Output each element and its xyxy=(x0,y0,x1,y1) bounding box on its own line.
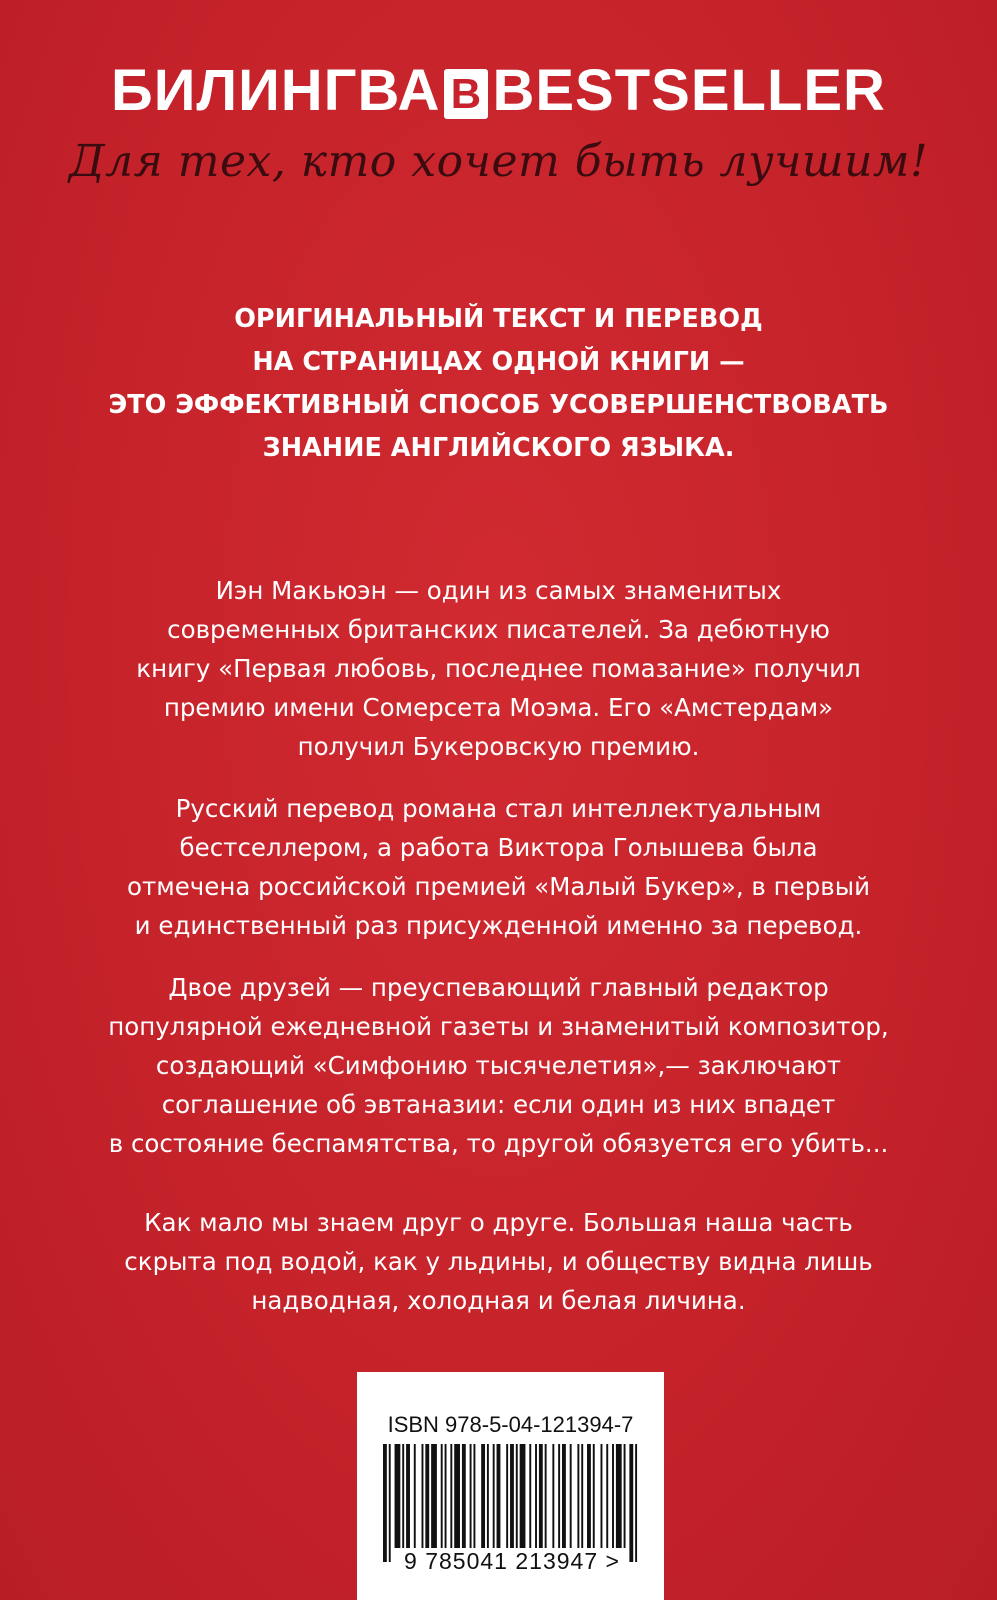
barcode-bar xyxy=(383,1444,387,1562)
barcode-bar xyxy=(487,1444,489,1548)
barcode-bar xyxy=(520,1444,526,1548)
barcode-bar xyxy=(431,1444,437,1548)
barcode-bar xyxy=(601,1444,603,1548)
barcode-bar xyxy=(593,1444,595,1548)
barcode-bar xyxy=(395,1444,401,1548)
paragraph-author xyxy=(40,571,957,766)
barcode-panel xyxy=(357,1372,664,1600)
barcode-bar xyxy=(616,1444,622,1548)
barcode-bar xyxy=(450,1444,452,1548)
barcode-bar xyxy=(629,1444,633,1562)
barcode-bar xyxy=(470,1444,472,1548)
barcode-bar xyxy=(493,1444,495,1548)
barcode-bar xyxy=(422,1444,424,1548)
barcode-bar xyxy=(587,1444,591,1548)
barcode-digits: 9 785041 213947 > xyxy=(404,1548,620,1574)
barcode-bar xyxy=(612,1444,614,1548)
barcode-bar xyxy=(545,1444,547,1548)
paragraph-line: соглашение об эвтаназии: если один из них впадет xyxy=(161,1090,836,1119)
barcode-bar xyxy=(558,1444,560,1548)
paragraph-line: в состояние беспамятства, то другой обязуется его убить... xyxy=(108,1129,889,1158)
paragraph-plot xyxy=(40,968,957,1163)
barcode-bar xyxy=(562,1444,566,1548)
paragraph-line: отмечена российской премией «Малый Букер», в первый xyxy=(126,872,871,901)
headline-block xyxy=(60,298,937,470)
barcode-bar xyxy=(406,1444,410,1548)
barcode-bar xyxy=(581,1444,583,1548)
barcode-bar xyxy=(577,1444,579,1548)
barcode-bar xyxy=(506,1444,508,1548)
barcode-bar xyxy=(516,1444,518,1562)
headline-line: ЗНАНИЕ АНГЛИЙСКОГО ЯЗЫКА. xyxy=(262,433,735,463)
barcode-bar xyxy=(606,1444,608,1548)
series-logo xyxy=(0,56,997,126)
barcode-bar xyxy=(445,1444,447,1548)
paragraph-quote xyxy=(40,1203,957,1320)
barcode-bar xyxy=(539,1444,543,1548)
paragraph-line: получил Букеровскую премию. xyxy=(297,732,700,761)
headline-line: НА СТРАНИЦАХ ОДНОЙ КНИГИ — xyxy=(252,347,745,377)
barcode-bar xyxy=(510,1444,514,1562)
series-badge: B xyxy=(444,69,488,119)
paragraph-line: бестселлером, а работа Виктора Голышева была xyxy=(179,833,818,862)
paragraph-line: создающий «Симфонию тысячелетия»,— заключают xyxy=(155,1051,842,1080)
paragraph-line: популярной ежедневной газеты и знаменитый композитор, xyxy=(108,1012,889,1041)
paragraph-line: скрыта под водой, как у льдины, и обществу видна лишь xyxy=(124,1247,873,1276)
barcode-bar xyxy=(389,1444,391,1562)
paragraph-line: Как мало мы знаем друг о друге. Большая наша часть xyxy=(144,1208,853,1237)
paragraph-line: и единственный раз присужденной именно за перевод. xyxy=(134,911,863,940)
barcode-bar xyxy=(624,1444,626,1548)
paragraph-line: Русский перевод романа стал интеллектуальным xyxy=(175,794,822,823)
paragraph-line: надводная, холодная и белая личина. xyxy=(251,1286,746,1315)
barcode-bar xyxy=(462,1444,466,1548)
paragraph-line: Двое друзей — преуспевающий главный редактор xyxy=(168,973,829,1002)
barcode-bar xyxy=(481,1444,485,1548)
paragraph-line: книгу «Первая любовь, последнее помазание» получил xyxy=(136,654,861,683)
paragraph-line: Иэн Макьюэн — один из самых знаменитых xyxy=(215,576,782,605)
barcode-bar xyxy=(497,1444,501,1548)
series-tagline: Для тех, кто хочет быть лучшим! xyxy=(68,136,929,187)
barcode-bars xyxy=(383,1444,639,1564)
barcode-bar xyxy=(535,1444,537,1548)
barcode-bar xyxy=(402,1444,404,1548)
barcode-bar xyxy=(414,1444,416,1548)
paragraph-translation xyxy=(40,789,957,945)
barcode-bar xyxy=(529,1444,531,1548)
barcode-bar xyxy=(473,1444,475,1548)
series-name-right: BESTSELLER xyxy=(492,58,886,123)
barcode-bar xyxy=(425,1444,429,1548)
headline-line: ОРИГИНАЛЬНЫЙ ТЕКСТ И ПЕРЕВОД xyxy=(234,304,763,334)
series-name-left: БИЛИНГВА xyxy=(111,58,441,123)
paragraph-line: премию имени Сомерсета Моэма. Его «Амстердам» xyxy=(163,693,834,722)
isbn-text: ISBN 978-5-04-121394-7 xyxy=(387,1412,634,1437)
headline-line: ЭТО ЭФФЕКТИВНЫЙ СПОСОБ УСОВЕРШЕНСТВОВАТЬ xyxy=(108,390,889,420)
barcode-bar xyxy=(441,1444,443,1548)
barcode-bar xyxy=(570,1444,572,1548)
paragraph-line: современных британских писателей. За дебютную xyxy=(167,615,830,644)
barcode-bar xyxy=(635,1444,637,1562)
barcode-bar xyxy=(454,1444,460,1548)
barcode-bar xyxy=(552,1444,554,1548)
